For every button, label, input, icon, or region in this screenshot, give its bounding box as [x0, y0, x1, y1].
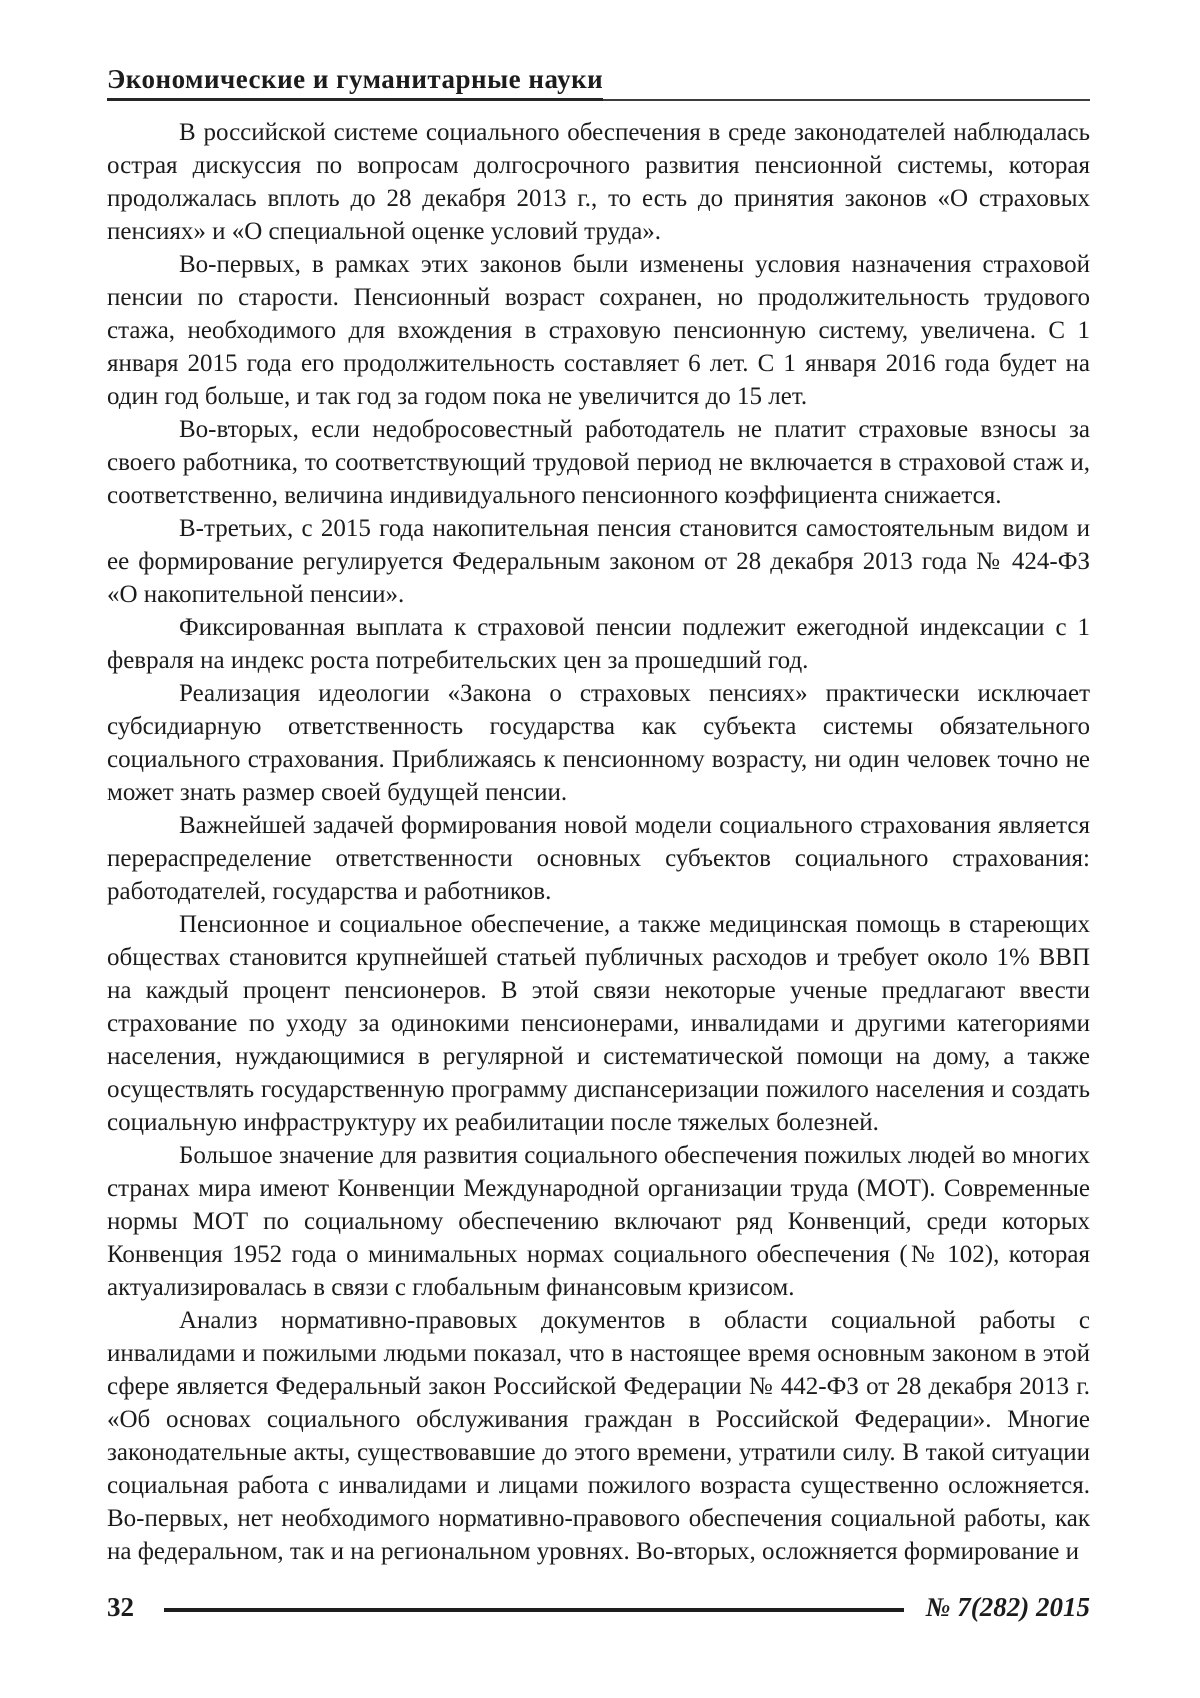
paragraph: Реализация идеологии «Закона о страховых пенсиях» практически исключает субсидиарную ответственность государства как субъекта системы обязательного социального страхования. Приближаясь к пенсионному возрасту, ни один человек точно не может знать размер своей будущей пенсии.	[107, 680, 1090, 806]
article-body	[107, 116, 1090, 1568]
paragraph: Большое значение для развития социального обеспечения пожилых людей во многих странах мира имеют Конвенции Международной организации труда (МОТ). Современные нормы МОТ по социальному обеспечению включают ряд Конвенций, среди которых Конвенция 1952 года о минимальных нормах социального обеспечения (№ 102), которая актуализировалась в связи с глобальным финансовым кризисом.	[107, 1142, 1090, 1301]
footer-rule	[164, 1608, 904, 1612]
paragraph: В-третьих, с 2015 года накопительная пенсия становится самостоятельным видом и ее формирование регулируется Федеральным законом от 28 декабря 2013 года № 424-ФЗ «О накопительной пенсии».	[107, 515, 1090, 608]
paragraph: Анализ нормативно-правовых документов в области социальной работы с инвалидами и пожилыми людьми показал, что в настоящее время основным законом в этой сфере является Федеральный закон Российской Федерации № 442-ФЗ от 28 декабря 2013 г. «Об основах социального обслуживания граждан в Российской Федерации». Многие законодательные акты, существовавшие до этого времени, утратили силу. В такой ситуации социальная работа с инвалидами и лицами пожилого возраста существенно осложняется. Во-первых, нет необходимого нормативно-правового обеспечения социальной работы, как на федеральном, так и на региональном уровнях. Во-вторых, осложняется формирование и	[107, 1307, 1090, 1565]
paragraph: В российской системе социального обеспечения в среде законодателей наблюдалась острая дискуссия по вопросам долгосрочного развития пенсионной системы, которая продолжалась вплоть до 28 декабря 2013 г., то есть до принятия законов «О страховых пенсиях» и «О специальной оценке условий труда».	[107, 119, 1090, 245]
paragraph: Во-первых, в рамках этих законов были изменены условия назначения страховой пенсии по старости. Пенсионный возраст сохранен, но продолжительность трудового стажа, необходимого для вхождения в страховую пенсионную систему, увеличена. С 1 января 2015 года его продолжительность составляет 6 лет. С 1 января 2016 года будет на один год больше, и так год за годом пока не увеличится до 15 лет.	[107, 251, 1090, 410]
section-title: Экономические и гуманитарные науки	[107, 66, 603, 101]
issue-label: № 7(282) 2015	[925, 1592, 1090, 1622]
paragraph: Фиксированная выплата к страховой пенсии подлежит ежегодной индексации с 1 февраля на индекс роста потребительских цен за прошедший год.	[107, 614, 1090, 674]
paragraph: Пенсионное и социальное обеспечение, а также медицинская помощь в стареющих обществах становится крупнейшей статьей публичных расходов и требует около 1% ВВП на каждый процент пенсионеров. В этой связи некоторые ученые предлагают ввести страхование по уходу за одинокими пенсионерами, инвалидами и другими категориями населения, нуждающимися в регулярной и систематической помощи на дому, а также осуществлять государственную программу диспансеризации пожилого населения и создать социальную инфраструктуру их реабилитации после тяжелых болезней.	[107, 911, 1090, 1136]
page-footer	[107, 1592, 1090, 1623]
page-number: 32	[107, 1592, 134, 1622]
page-content	[107, 0, 1090, 1568]
paragraph: Во-вторых, если недобросовестный работодатель не платит страховые взносы за своего работника, то соответствующий трудовой период не включается в страховой стаж и, соответственно, величина индивидуального пенсионного коэффициента снижается.	[107, 416, 1090, 509]
running-head	[107, 66, 1090, 101]
paragraph: Важнейшей задачей формирования новой модели социального страхования является перераспределение ответственности основных субъектов социального страхования: работодателей, государства и работников.	[107, 812, 1090, 905]
